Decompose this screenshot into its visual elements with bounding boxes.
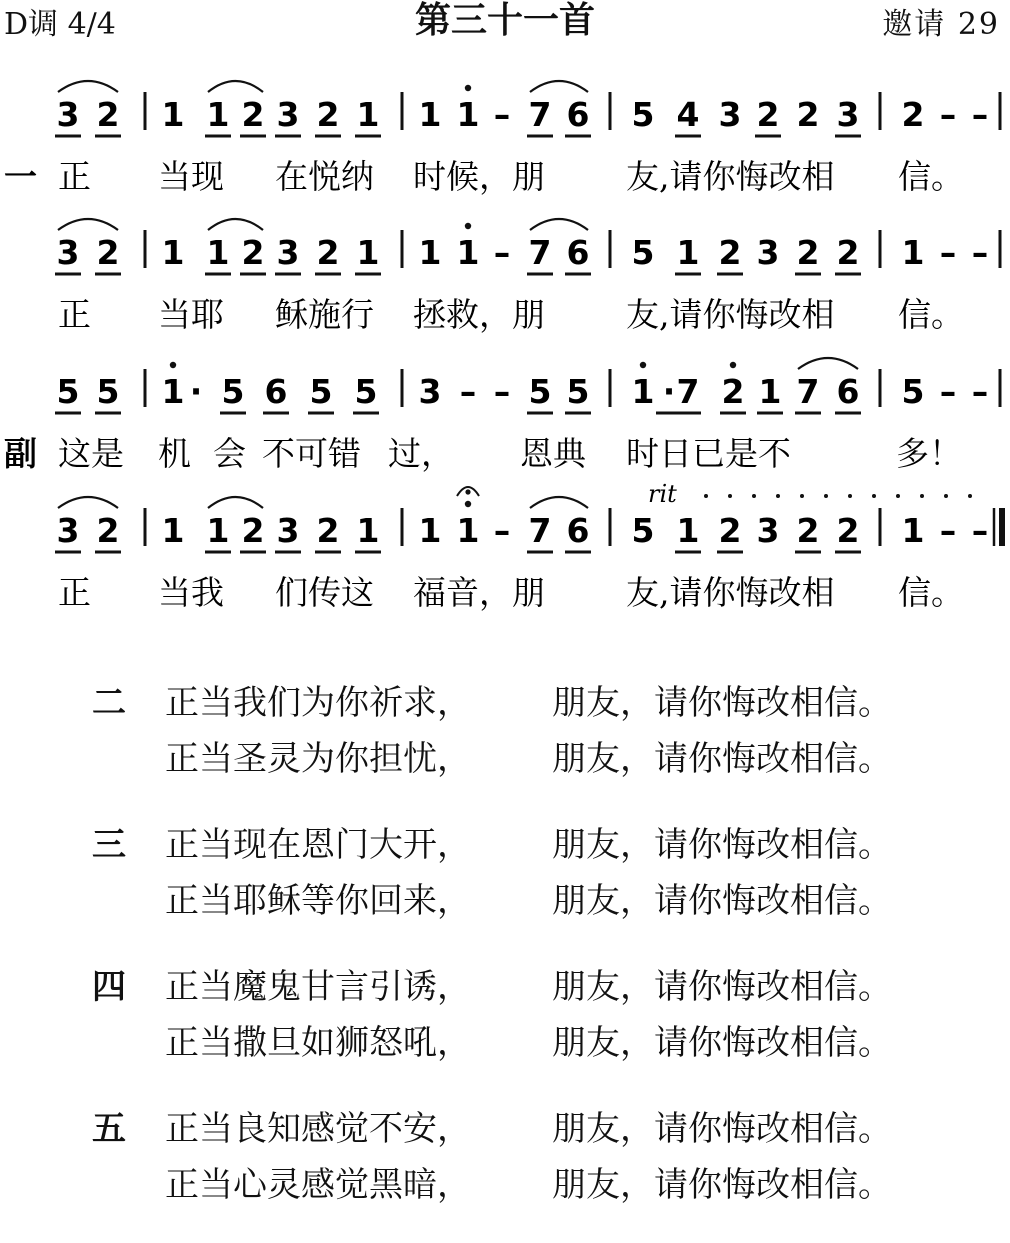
note: 3 — [276, 95, 300, 134]
note: 2 — [796, 511, 820, 550]
octave-dot — [465, 501, 471, 507]
lyric-syllable: 时日已是不 — [626, 434, 791, 473]
note: 1 — [758, 372, 782, 411]
note: 2 — [316, 511, 340, 550]
note: 2 — [96, 95, 120, 134]
note: 2 — [96, 511, 120, 550]
dot-mark: · — [189, 372, 203, 411]
octave-dot — [170, 362, 176, 368]
lyric-syllable: 当我 — [158, 573, 224, 612]
note: 3 — [718, 95, 742, 134]
dash-mark: – — [493, 372, 511, 411]
lyric-syllable: 在悦纳 — [275, 157, 374, 196]
slur-arc — [530, 219, 588, 230]
dash-mark: – — [939, 233, 957, 272]
verses-section — [0, 675, 1010, 1243]
lyric-syllable: 信。 — [898, 573, 964, 612]
rit-dot — [824, 494, 828, 498]
page-title: 第三十一首 — [414, 0, 595, 41]
note: 2 — [241, 95, 265, 134]
note: 1 — [901, 233, 925, 272]
stanza-line: 正当耶稣等你回来， — [165, 881, 471, 921]
lyric-syllable: 这是 — [58, 434, 124, 473]
note: 3 — [276, 511, 300, 550]
note: 2 — [796, 95, 820, 134]
lyric-syllable: 友,请你悔改相 — [626, 295, 835, 334]
stanza-line: 正当良知感觉不安， — [165, 1109, 471, 1149]
note: 3 — [756, 233, 780, 272]
stanza-refrain: 朋友，请你悔改相信。 — [552, 739, 892, 779]
stanza-4 — [0, 959, 1010, 1101]
hymn-category: 邀请 29 — [882, 7, 1000, 42]
stanza-number: 四 — [92, 967, 126, 1007]
note: 1 — [206, 233, 230, 272]
stanza-line: 正当魔鬼甘言引诱， — [165, 967, 471, 1007]
note: 3 — [56, 233, 80, 272]
octave-dot — [465, 85, 471, 91]
stanza-line: 正当圣灵为你担忧， — [165, 739, 471, 779]
note: 1 — [418, 95, 442, 134]
note: 5 — [56, 372, 80, 411]
lyric-syllable: 当耶 — [158, 295, 224, 334]
note: 1 — [901, 511, 925, 550]
lyric-syllable: 当现 — [158, 157, 224, 196]
note: 2 — [96, 233, 120, 272]
note: 6 — [566, 95, 590, 134]
octave-dot — [465, 223, 471, 229]
lyric-syllable: 不可错 — [262, 434, 361, 473]
note: 2 — [316, 233, 340, 272]
note: 5 — [631, 511, 655, 550]
lyric-syllable: 拯救，朋 — [413, 295, 545, 334]
slur-arc — [530, 81, 588, 92]
stanza-refrain: 朋友，请你悔改相信。 — [552, 1165, 892, 1205]
stanza-refrain: 朋友，请你悔改相信。 — [552, 1023, 892, 1063]
dash-mark: – — [493, 233, 511, 272]
note: 2 — [796, 233, 820, 272]
note: 1 — [456, 95, 480, 134]
slur-arc — [58, 219, 118, 230]
note: 2 — [756, 95, 780, 134]
dash-mark: – — [493, 95, 511, 134]
rit-dot — [968, 494, 972, 498]
stanza-line: 正当我们为你祈求， — [165, 683, 471, 723]
note: 5 — [354, 372, 378, 411]
note: 3 — [276, 233, 300, 272]
note: 1 — [418, 511, 442, 550]
octave-dot — [730, 362, 736, 368]
dash-mark: – — [971, 233, 989, 272]
stanza-line: 正当撒旦如狮怒吼， — [165, 1023, 471, 1063]
note: 7 — [528, 511, 552, 550]
note: 6 — [264, 372, 288, 411]
fermata-dot — [465, 489, 470, 494]
dash-mark: – — [971, 511, 989, 550]
slur-arc — [530, 497, 588, 508]
lyric-syllable: 正 — [58, 157, 91, 196]
rit-dot — [776, 494, 780, 498]
stanza-5 — [0, 1101, 1010, 1243]
note: 2 — [718, 233, 742, 272]
slur-arc — [58, 497, 118, 508]
octave-dot — [640, 362, 646, 368]
note: 3 — [418, 372, 442, 411]
lyric-syllable: 正 — [58, 573, 91, 612]
note: 6 — [566, 233, 590, 272]
rit-dot — [944, 494, 948, 498]
note: 5 — [309, 372, 333, 411]
note: 5 — [901, 372, 925, 411]
lyric-syllable: 过， — [388, 434, 454, 473]
note: 2 — [316, 95, 340, 134]
tempo-marking: rit — [648, 480, 677, 508]
lyric-syllable: 多！ — [896, 434, 962, 473]
note: 1 — [418, 233, 442, 272]
rit-dot — [704, 494, 708, 498]
lyric-syllable: 恩典 — [520, 434, 586, 473]
lyric-syllable: 友,请你悔改相 — [626, 573, 835, 612]
stanza-number: 三 — [92, 825, 126, 865]
note: 6 — [566, 511, 590, 550]
stanza-refrain: 朋友，请你悔改相信。 — [552, 825, 892, 865]
note: 7 — [796, 372, 820, 411]
note: 2 — [718, 511, 742, 550]
note: 7 — [528, 95, 552, 134]
dot-mark: · — [662, 372, 676, 411]
lyric-syllable: 友,请你悔改相 — [626, 157, 835, 196]
stanza-3 — [0, 817, 1010, 959]
note: 3 — [836, 95, 860, 134]
note: 2 — [901, 95, 925, 134]
verse-label: 一 — [4, 157, 37, 196]
note: 2 — [241, 511, 265, 550]
lyric-syllable: 稣施行 — [275, 295, 374, 334]
note: 1 — [456, 511, 480, 550]
note: 1 — [356, 233, 380, 272]
rit-dot — [872, 494, 876, 498]
lyric-syllable: 会 — [213, 434, 246, 473]
note: 1 — [161, 233, 185, 272]
dash-mark: – — [971, 95, 989, 134]
note: 1 — [206, 95, 230, 134]
note: 7 — [528, 233, 552, 272]
key-signature: D调 4/4 — [4, 7, 116, 42]
note: 1 — [356, 95, 380, 134]
note: 3 — [756, 511, 780, 550]
slur-arc — [208, 219, 263, 230]
note: 6 — [836, 372, 860, 411]
slur-arc — [208, 81, 263, 92]
note: 7 — [676, 372, 700, 411]
lyric-syllable: 正 — [58, 295, 91, 334]
note: 1 — [206, 511, 230, 550]
note: 1 — [356, 511, 380, 550]
note: 1 — [456, 233, 480, 272]
note: 5 — [566, 372, 590, 411]
stanza-refrain: 朋友，请你悔改相信。 — [552, 967, 892, 1007]
dash-mark: – — [939, 372, 957, 411]
dash-mark: – — [493, 511, 511, 550]
lyric-syllable: 机 — [158, 434, 191, 473]
dash-mark: – — [971, 372, 989, 411]
stanza-refrain: 朋友，请你悔改相信。 — [552, 683, 892, 723]
stanza-number: 二 — [92, 683, 126, 723]
lyric-syllable: 们传这 — [275, 573, 374, 612]
note: 5 — [528, 372, 552, 411]
note: 1 — [676, 233, 700, 272]
slur-arc — [58, 81, 118, 92]
note: 1 — [676, 511, 700, 550]
note: 2 — [721, 372, 745, 411]
note: 2 — [241, 233, 265, 272]
stanza-number: 五 — [92, 1109, 126, 1149]
dash-mark: – — [939, 95, 957, 134]
dash-mark: – — [939, 511, 957, 550]
stanza-line: 正当心灵感觉黑暗， — [165, 1165, 471, 1205]
stanza-refrain: 朋友，请你悔改相信。 — [552, 1109, 892, 1149]
lyric-syllable: 时候，朋 — [413, 157, 545, 196]
note: 5 — [96, 372, 120, 411]
lyric-syllable: 信。 — [898, 295, 964, 334]
note: 4 — [676, 95, 700, 134]
note: 3 — [56, 511, 80, 550]
stanza-2 — [0, 675, 1010, 817]
stanza-line: 正当现在恩门大开， — [165, 825, 471, 865]
rit-dot — [800, 494, 804, 498]
lyric-syllable: 福音，朋 — [413, 573, 545, 612]
note: 2 — [836, 511, 860, 550]
note: 5 — [631, 233, 655, 272]
note: 1 — [631, 372, 655, 411]
note: 5 — [631, 95, 655, 134]
rit-dot — [920, 494, 924, 498]
dash-mark: – — [459, 372, 477, 411]
note: 2 — [836, 233, 860, 272]
lyric-syllable: 信。 — [898, 157, 964, 196]
stanza-refrain: 朋友，请你悔改相信。 — [552, 881, 892, 921]
note: 5 — [221, 372, 245, 411]
note: 3 — [56, 95, 80, 134]
rit-dot — [728, 494, 732, 498]
note: 1 — [161, 95, 185, 134]
note: 1 — [161, 511, 185, 550]
note: 1 — [161, 372, 185, 411]
rit-dot — [896, 494, 900, 498]
verse-label: 副 — [4, 434, 37, 473]
rit-dot — [752, 494, 756, 498]
slur-arc — [798, 358, 858, 369]
slur-arc — [208, 497, 263, 508]
rit-dot — [848, 494, 852, 498]
